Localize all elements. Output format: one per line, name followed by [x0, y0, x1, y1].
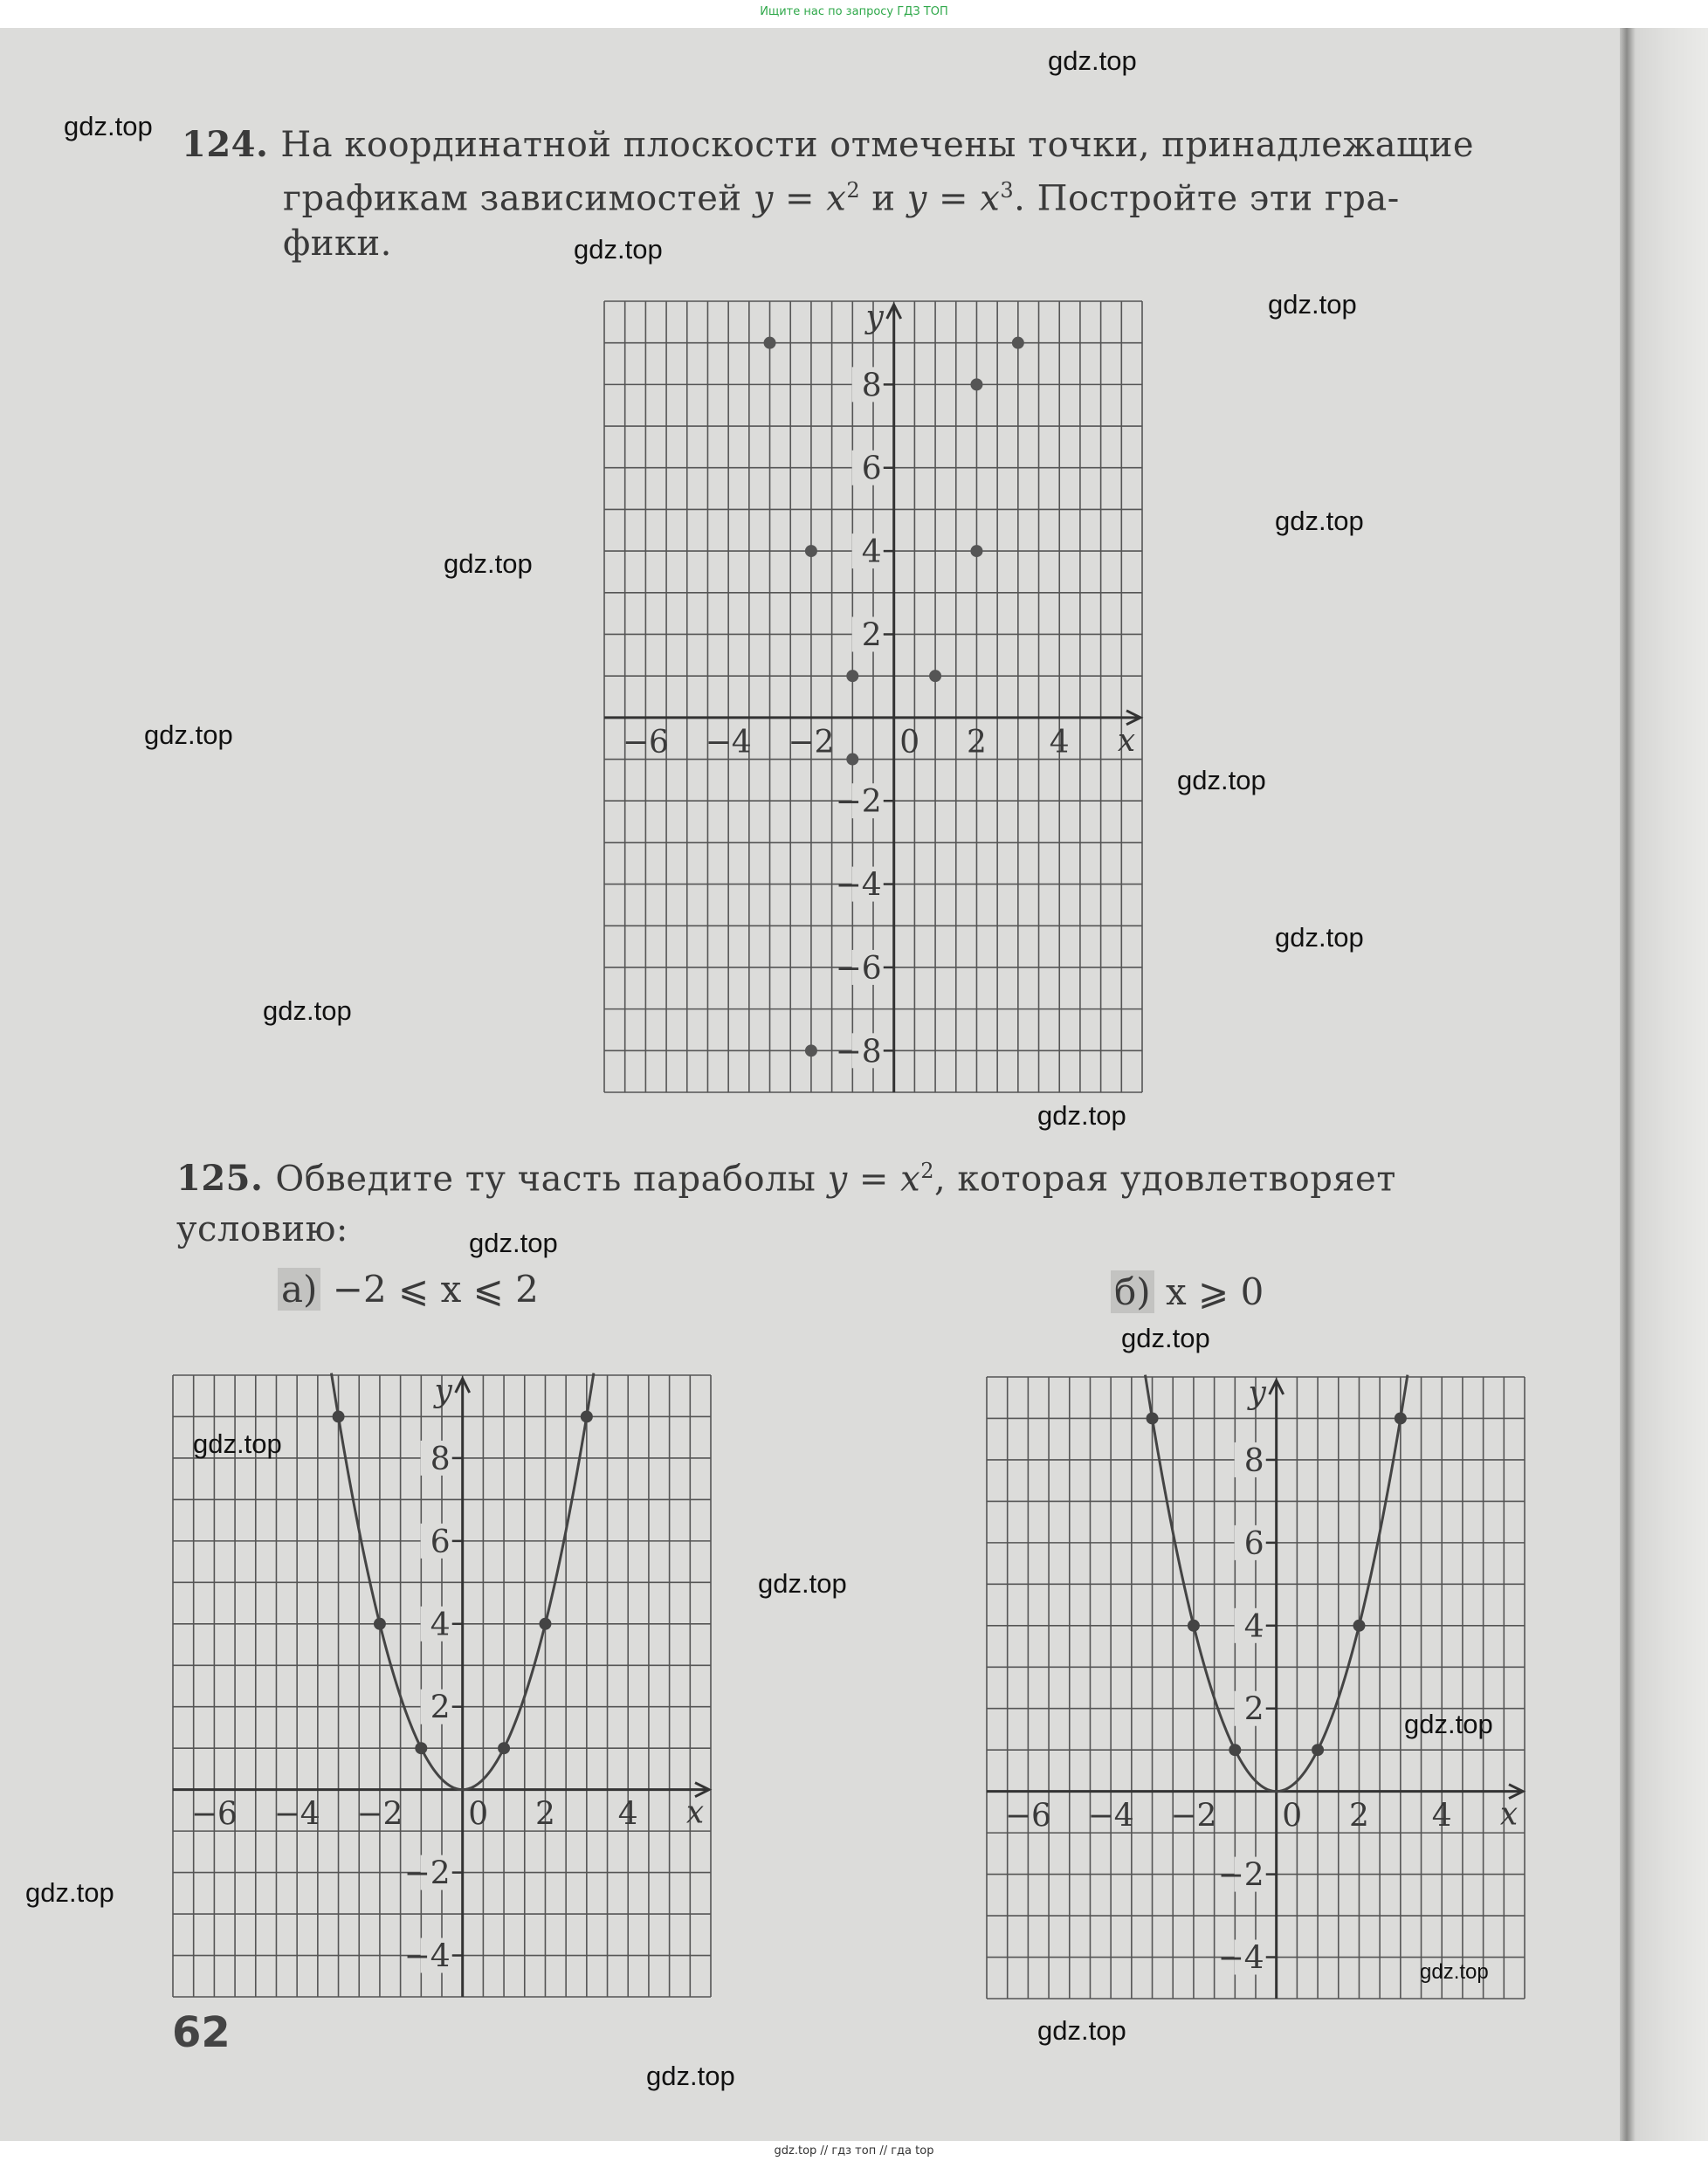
- watermark: gdz.top: [444, 548, 533, 579]
- data-point: [846, 754, 858, 766]
- data-point: [1147, 1412, 1159, 1424]
- watermark: gdz.top: [1275, 506, 1364, 536]
- watermark: gdz.top: [64, 111, 153, 141]
- watermark: gdz.top: [574, 234, 663, 265]
- watermark: gdz.top: [1275, 922, 1364, 953]
- formula-exponent: 2: [920, 1159, 934, 1183]
- graph-task-125-a: [173, 1375, 711, 1997]
- condition-b: [1111, 1270, 1264, 1313]
- watermark: gdz.top: [1037, 1100, 1126, 1131]
- x-tick-label: −4: [1087, 1798, 1134, 1834]
- task-124-line-3: фики.: [283, 224, 392, 265]
- x-tick-label: −4: [705, 724, 752, 761]
- y-tick-label: 4: [861, 534, 882, 571]
- y-tick-label: −2: [1217, 1857, 1264, 1894]
- y-tick-label: 8: [1243, 1442, 1264, 1479]
- y-tick-label: −2: [835, 784, 882, 821]
- y-tick-label: 4: [1243, 1608, 1264, 1645]
- data-point: [498, 1742, 510, 1754]
- x-tick-label: 4: [1049, 724, 1070, 761]
- task-number: 125.: [176, 1158, 264, 1200]
- y-tick-label: 6: [861, 451, 882, 487]
- bottom-banner: gdz.top // гдз топ // гда top: [774, 2144, 934, 2158]
- top-banner: Ищите нас по запросу ГДЗ ТОП: [760, 5, 948, 18]
- watermark: gdz.top: [1048, 45, 1137, 76]
- task-124-line-1: [182, 122, 1474, 168]
- y-axis-label: y: [865, 299, 884, 335]
- x-tick-label: 4: [1431, 1798, 1452, 1834]
- watermark: gdz.top: [193, 1428, 282, 1459]
- x-tick-label: −6: [622, 724, 669, 761]
- watermark: gdz.top: [758, 1568, 847, 1599]
- y-tick-label: 6: [1243, 1525, 1264, 1562]
- x-tick-label: −2: [1170, 1798, 1217, 1834]
- x-tick-label: 0: [468, 1796, 489, 1833]
- formula-exponent: 2: [846, 178, 861, 203]
- data-point: [1188, 1620, 1200, 1632]
- y-tick-label: −4: [1217, 1940, 1264, 1977]
- watermark: gdz.top: [1420, 1960, 1489, 1984]
- graph-task-124: [604, 301, 1142, 1092]
- y-tick-label: 6: [430, 1524, 451, 1560]
- x-axis-label: x: [1499, 1796, 1519, 1833]
- y-tick-label: 2: [430, 1690, 451, 1726]
- data-point: [539, 1618, 551, 1630]
- y-tick-label: 4: [430, 1607, 451, 1643]
- x-tick-label: −2: [788, 724, 835, 761]
- data-point: [970, 378, 982, 390]
- task-text: Обведите ту часть параболы: [275, 1159, 828, 1200]
- condition-a: [278, 1268, 539, 1311]
- data-point: [929, 670, 941, 682]
- data-point: [1229, 1744, 1241, 1756]
- formula-var: y: [753, 178, 774, 219]
- task-text: и: [860, 178, 907, 219]
- watermark: gdz.top: [25, 1877, 114, 1908]
- y-tick-label: −4: [403, 1938, 451, 1975]
- watermark: gdz.top: [1121, 1323, 1210, 1353]
- y-tick-label: 2: [1243, 1691, 1264, 1728]
- x-tick-label: −6: [190, 1796, 238, 1833]
- x-tick-label: 2: [967, 724, 987, 761]
- watermark: gdz.top: [1177, 765, 1266, 795]
- formula-var: y: [827, 1159, 848, 1200]
- condition-a-tag: а): [278, 1268, 320, 1311]
- data-point: [1395, 1412, 1407, 1424]
- formula-var: y: [906, 178, 927, 219]
- task-125: [176, 1148, 1396, 1252]
- formula-op: =: [926, 178, 981, 219]
- y-axis-label: y: [434, 1373, 452, 1409]
- data-point: [374, 1618, 386, 1630]
- formula-var: x: [826, 178, 847, 219]
- y-axis-label: y: [1248, 1375, 1266, 1411]
- x-axis-label: x: [1117, 722, 1136, 759]
- data-point: [1353, 1620, 1365, 1632]
- formula-op: =: [847, 1159, 901, 1200]
- x-tick-label: −6: [1004, 1798, 1051, 1834]
- data-point: [1012, 337, 1024, 349]
- task-text: . Постройте эти гра-: [1014, 178, 1400, 219]
- condition-b-tag: б): [1111, 1270, 1154, 1313]
- data-point: [805, 1044, 817, 1056]
- task-125-line-1: [176, 1148, 1396, 1201]
- data-point: [805, 545, 817, 557]
- task-text: графикам зависимостей: [283, 178, 754, 219]
- y-tick-label: −4: [835, 867, 882, 904]
- formula-exponent: 3: [1000, 178, 1015, 203]
- book-spine: [1620, 28, 1708, 2141]
- x-axis-label: x: [685, 1794, 705, 1831]
- watermark: gdz.top: [263, 995, 352, 1026]
- data-point: [581, 1410, 593, 1422]
- formula-var: x: [900, 1159, 921, 1200]
- x-tick-label: −2: [356, 1796, 403, 1833]
- x-tick-label: 0: [899, 724, 920, 761]
- watermark: gdz.top: [646, 2061, 735, 2091]
- watermark: gdz.top: [144, 719, 233, 750]
- data-point: [333, 1410, 345, 1422]
- graph-task-125-b: [987, 1377, 1525, 1999]
- task-125-line-2: условию:: [176, 1209, 348, 1250]
- x-tick-label: 2: [535, 1796, 555, 1833]
- watermark: gdz.top: [1404, 1709, 1493, 1739]
- y-tick-label: 8: [861, 368, 882, 404]
- x-tick-label: 4: [617, 1796, 638, 1833]
- task-text: , которая удовлетворяет: [933, 1159, 1396, 1200]
- x-tick-label: −4: [273, 1796, 320, 1833]
- y-tick-label: 2: [861, 617, 882, 654]
- x-tick-label: 2: [1349, 1798, 1369, 1834]
- watermark: gdz.top: [1268, 289, 1357, 320]
- watermark: gdz.top: [1037, 2015, 1126, 2046]
- data-point: [764, 337, 776, 349]
- data-point: [846, 670, 858, 682]
- data-point: [970, 545, 982, 557]
- condition-a-text: −2 ⩽ x ⩽ 2: [320, 1268, 539, 1311]
- y-tick-label: −6: [835, 950, 882, 987]
- task-text: На координатной плоскости отмечены точки, принадлежащие: [280, 125, 1475, 165]
- y-tick-label: −2: [403, 1855, 451, 1892]
- task-124: [182, 122, 1474, 266]
- page-number: 62: [172, 2008, 231, 2057]
- task-number: 124.: [182, 124, 269, 165]
- y-tick-label: −8: [835, 1034, 882, 1070]
- condition-b-text: x ⩾ 0: [1154, 1270, 1264, 1313]
- data-point: [415, 1742, 427, 1754]
- watermark: gdz.top: [469, 1228, 558, 1258]
- data-point: [1312, 1744, 1324, 1756]
- x-tick-label: 0: [1282, 1798, 1303, 1834]
- formula-var: x: [980, 178, 1001, 219]
- y-tick-label: 8: [430, 1441, 451, 1477]
- task-124-line-2: [182, 168, 1474, 221]
- formula-op: =: [773, 178, 827, 219]
